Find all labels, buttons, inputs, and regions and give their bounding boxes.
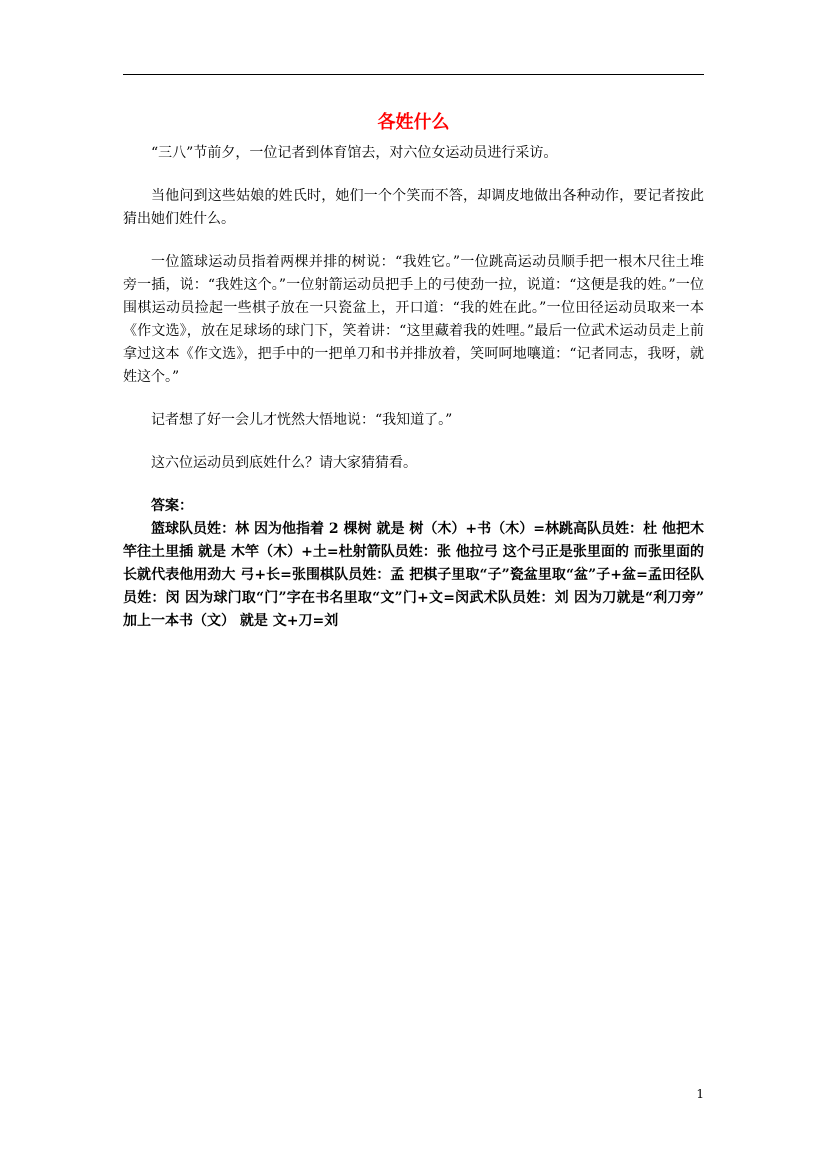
answer-label: 答案： (151, 498, 193, 514)
header-rule (123, 74, 704, 75)
paragraph-realization: 记者想了好一会儿才恍然大悟地说：“我知道了。” (151, 412, 453, 428)
paragraph-prompt: 这六位运动员到底姓什么？请大家猜猜看。 (151, 455, 417, 471)
paragraph-question: 当他问到这些姑娘的姓氏时，她们一个个笑而不答，却调皮地做出各种动作，要记者按此猜出她们姓什么。 (123, 188, 704, 227)
page-number: 1 (696, 1087, 704, 1101)
paragraph-actions: 一位篮球运动员指着两棵并排的树说：“我姓它。”一位跳高运动员顺手把一根木尺往土堆旁一插，说：“我姓这个。”一位射箭运动员把手上的弓使劲一拉，说道：“这便是我的姓。”一位围棋运动员捡起一些棋子放在一只瓷盆上，开口道：“我的姓在此。”一位田径运动员取来一本《作文选》，放在足球场的球门下，笑着讲：“这里藏着我的姓哩。”最后一位武术运动员走上前拿过这本《作文选》，把手中的一把单刀和书并排放着，笑呵呵地嚷道：“记者同志，我呀，就姓这个。” (123, 254, 704, 385)
answer-text: 篮球队员姓：林 因为他指着 2 棵树 就是 树（木）+书（木）=林跳高队员姓：杜 他把木竿往土里插 就是 木竿（木）+土=杜射箭队员姓：张 他拉弓 这个弓正是张里面的 而张里面的长就代表他用劲大 弓+长=张围棋队员姓：孟 把棋子里取“子”瓷盆里取“盆”子+盆=孟田径队员姓：闵 因为球门取“门”字在书名里取“文”门+文=闵武术队员姓：刘 因为刀就是“利刀旁” 加上一本书（文） 就是 文+刀=刘 (123, 521, 704, 629)
paragraph-intro: “三八”节前夕，一位记者到体育馆去，对六位女运动员进行采访。 (151, 145, 558, 161)
document-title: 各姓什么 (377, 112, 450, 133)
document-body (123, 142, 704, 633)
